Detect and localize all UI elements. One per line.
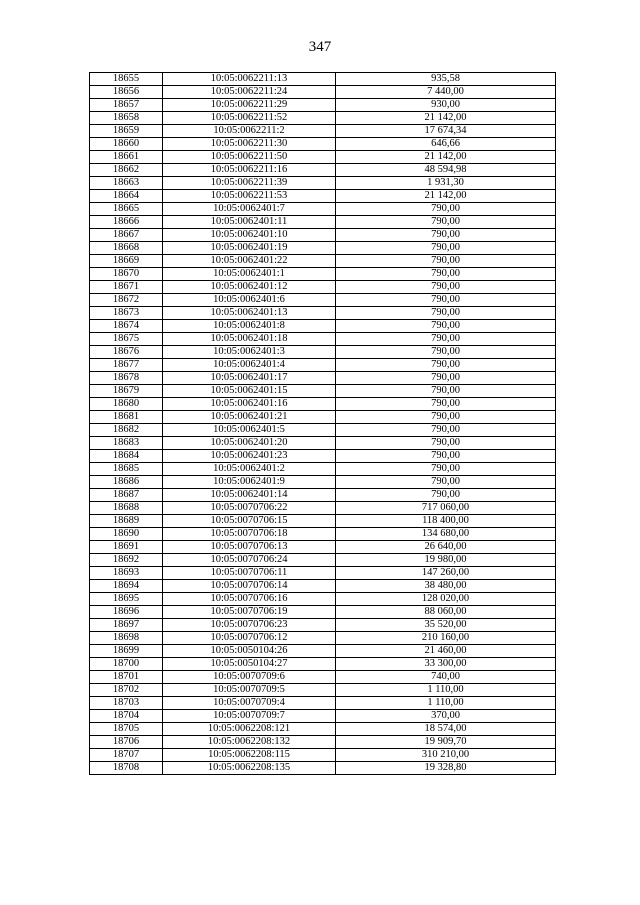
row-number-cell: 18692 [90, 554, 163, 567]
row-number-cell: 18655 [90, 73, 163, 86]
row-number-cell: 18666 [90, 216, 163, 229]
row-number-cell: 18688 [90, 502, 163, 515]
table-row [90, 606, 556, 619]
table-row [90, 112, 556, 125]
cadastral-number-cell: 10:05:0062208:135 [163, 762, 336, 775]
value-cell: 790,00 [336, 359, 556, 372]
cadastral-number-cell: 10:05:0062401:16 [163, 398, 336, 411]
table-row [90, 268, 556, 281]
cadastral-number-cell: 10:05:0062211:30 [163, 138, 336, 151]
table-row [90, 151, 556, 164]
row-number-cell: 18683 [90, 437, 163, 450]
value-cell: 790,00 [336, 411, 556, 424]
value-cell: 790,00 [336, 307, 556, 320]
cadastral-number-cell: 10:05:0070706:22 [163, 502, 336, 515]
cadastral-number-cell: 10:05:0062401:15 [163, 385, 336, 398]
row-number-cell: 18702 [90, 684, 163, 697]
table-row [90, 515, 556, 528]
cadastral-number-cell: 10:05:0070706:13 [163, 541, 336, 554]
value-cell: 118 400,00 [336, 515, 556, 528]
cadastral-number-cell: 10:05:0070706:14 [163, 580, 336, 593]
table-row [90, 216, 556, 229]
value-cell: 935,58 [336, 73, 556, 86]
value-cell: 35 520,00 [336, 619, 556, 632]
cadastral-number-cell: 10:05:0050104:27 [163, 658, 336, 671]
row-number-cell: 18701 [90, 671, 163, 684]
table-row [90, 567, 556, 580]
row-number-cell: 18658 [90, 112, 163, 125]
cadastral-number-cell: 10:05:0062401:2 [163, 463, 336, 476]
cadastral-number-cell: 10:05:0062211:53 [163, 190, 336, 203]
table-row [90, 749, 556, 762]
cadastral-number-cell: 10:05:0070706:11 [163, 567, 336, 580]
cadastral-number-cell: 10:05:0070709:5 [163, 684, 336, 697]
value-cell: 790,00 [336, 450, 556, 463]
row-number-cell: 18699 [90, 645, 163, 658]
row-number-cell: 18657 [90, 99, 163, 112]
table-row [90, 632, 556, 645]
table-row [90, 372, 556, 385]
row-number-cell: 18685 [90, 463, 163, 476]
table-row [90, 138, 556, 151]
row-number-cell: 18693 [90, 567, 163, 580]
row-number-cell: 18695 [90, 593, 163, 606]
value-cell: 33 300,00 [336, 658, 556, 671]
cadastral-number-cell: 10:05:0062401:5 [163, 424, 336, 437]
value-cell: 26 640,00 [336, 541, 556, 554]
row-number-cell: 18694 [90, 580, 163, 593]
cadastral-number-cell: 10:05:0062211:16 [163, 164, 336, 177]
cadastral-number-cell: 10:05:0050104:26 [163, 645, 336, 658]
value-cell: 21 142,00 [336, 151, 556, 164]
row-number-cell: 18678 [90, 372, 163, 385]
table-row [90, 281, 556, 294]
value-cell: 21 142,00 [336, 112, 556, 125]
value-cell: 790,00 [336, 320, 556, 333]
table-row [90, 320, 556, 333]
row-number-cell: 18660 [90, 138, 163, 151]
row-number-cell: 18698 [90, 632, 163, 645]
row-number-cell: 18681 [90, 411, 163, 424]
row-number-cell: 18705 [90, 723, 163, 736]
row-number-cell: 18682 [90, 424, 163, 437]
row-number-cell: 18664 [90, 190, 163, 203]
cadastral-number-cell: 10:05:0062208:132 [163, 736, 336, 749]
row-number-cell: 18675 [90, 333, 163, 346]
value-cell: 210 160,00 [336, 632, 556, 645]
value-cell: 790,00 [336, 463, 556, 476]
table-row [90, 580, 556, 593]
cadastral-number-cell: 10:05:0070706:23 [163, 619, 336, 632]
table-row [90, 203, 556, 216]
table-row [90, 645, 556, 658]
table-row [90, 541, 556, 554]
row-number-cell: 18697 [90, 619, 163, 632]
value-cell: 19 980,00 [336, 554, 556, 567]
cadastral-number-cell: 10:05:0062401:14 [163, 489, 336, 502]
cadastral-number-cell: 10:05:0062401:10 [163, 229, 336, 242]
table-row [90, 762, 556, 775]
cadastral-number-cell: 10:05:0070709:7 [163, 710, 336, 723]
table-row [90, 619, 556, 632]
row-number-cell: 18669 [90, 255, 163, 268]
value-cell: 19 328,80 [336, 762, 556, 775]
row-number-cell: 18696 [90, 606, 163, 619]
value-cell: 790,00 [336, 346, 556, 359]
row-number-cell: 18663 [90, 177, 163, 190]
cadastral-number-cell: 10:05:0062211:52 [163, 112, 336, 125]
value-cell: 790,00 [336, 268, 556, 281]
cadastral-value-table [89, 72, 556, 775]
table-row [90, 242, 556, 255]
row-number-cell: 18691 [90, 541, 163, 554]
row-number-cell: 18665 [90, 203, 163, 216]
value-cell: 790,00 [336, 281, 556, 294]
value-cell: 1 110,00 [336, 697, 556, 710]
value-cell: 790,00 [336, 242, 556, 255]
table-row [90, 359, 556, 372]
row-number-cell: 18671 [90, 281, 163, 294]
value-cell: 790,00 [336, 398, 556, 411]
cadastral-number-cell: 10:05:0070706:15 [163, 515, 336, 528]
value-cell: 790,00 [336, 229, 556, 242]
row-number-cell: 18708 [90, 762, 163, 775]
table-row [90, 385, 556, 398]
table-row [90, 697, 556, 710]
cadastral-number-cell: 10:05:0062401:23 [163, 450, 336, 463]
row-number-cell: 18680 [90, 398, 163, 411]
row-number-cell: 18676 [90, 346, 163, 359]
table-row [90, 502, 556, 515]
row-number-cell: 18679 [90, 385, 163, 398]
cadastral-number-cell: 10:05:0062401:9 [163, 476, 336, 489]
row-number-cell: 18674 [90, 320, 163, 333]
value-cell: 17 674,34 [336, 125, 556, 138]
value-cell: 790,00 [336, 385, 556, 398]
page-number: 347 [308, 39, 332, 55]
table-row [90, 99, 556, 112]
row-number-cell: 18673 [90, 307, 163, 320]
table-row [90, 164, 556, 177]
table-row [90, 684, 556, 697]
table-row [90, 723, 556, 736]
table-body [90, 73, 556, 775]
value-cell: 88 060,00 [336, 606, 556, 619]
value-cell: 790,00 [336, 424, 556, 437]
row-number-cell: 18689 [90, 515, 163, 528]
value-cell: 790,00 [336, 437, 556, 450]
table-row [90, 476, 556, 489]
table-row [90, 424, 556, 437]
cadastral-number-cell: 10:05:0062401:11 [163, 216, 336, 229]
value-cell: 1 110,00 [336, 684, 556, 697]
row-number-cell: 18659 [90, 125, 163, 138]
table-row [90, 346, 556, 359]
table-row [90, 125, 556, 138]
cadastral-number-cell: 10:05:0070706:16 [163, 593, 336, 606]
row-number-cell: 18661 [90, 151, 163, 164]
table-row [90, 333, 556, 346]
table-row [90, 736, 556, 749]
cadastral-number-cell: 10:05:0062401:12 [163, 281, 336, 294]
table-row [90, 294, 556, 307]
value-cell: 147 260,00 [336, 567, 556, 580]
cadastral-number-cell: 10:05:0062401:20 [163, 437, 336, 450]
cadastral-number-cell: 10:05:0062211:29 [163, 99, 336, 112]
table-row [90, 528, 556, 541]
row-number-cell: 18707 [90, 749, 163, 762]
row-number-cell: 18662 [90, 164, 163, 177]
cadastral-number-cell: 10:05:0070706:18 [163, 528, 336, 541]
row-number-cell: 18670 [90, 268, 163, 281]
table-row [90, 177, 556, 190]
cadastral-number-cell: 10:05:0070706:19 [163, 606, 336, 619]
value-cell: 790,00 [336, 294, 556, 307]
row-number-cell: 18672 [90, 294, 163, 307]
cadastral-number-cell: 10:05:0062401:22 [163, 255, 336, 268]
value-cell: 790,00 [336, 333, 556, 346]
value-cell: 790,00 [336, 255, 556, 268]
value-cell: 18 574,00 [336, 723, 556, 736]
value-cell: 790,00 [336, 372, 556, 385]
value-cell: 19 909,70 [336, 736, 556, 749]
value-cell: 646,66 [336, 138, 556, 151]
cadastral-number-cell: 10:05:0062401:8 [163, 320, 336, 333]
value-cell: 134 680,00 [336, 528, 556, 541]
value-cell: 790,00 [336, 489, 556, 502]
table-row [90, 593, 556, 606]
cadastral-number-cell: 10:05:0062401:4 [163, 359, 336, 372]
table-row [90, 554, 556, 567]
table-row [90, 710, 556, 723]
value-cell: 370,00 [336, 710, 556, 723]
cadastral-number-cell: 10:05:0062211:24 [163, 86, 336, 99]
table-row [90, 73, 556, 86]
row-number-cell: 18704 [90, 710, 163, 723]
cadastral-number-cell: 10:05:0062401:17 [163, 372, 336, 385]
value-cell: 1 931,30 [336, 177, 556, 190]
value-cell: 310 210,00 [336, 749, 556, 762]
value-cell: 790,00 [336, 476, 556, 489]
table-row [90, 450, 556, 463]
value-cell: 21 142,00 [336, 190, 556, 203]
table-row [90, 658, 556, 671]
row-number-cell: 18677 [90, 359, 163, 372]
cadastral-number-cell: 10:05:0062211:13 [163, 73, 336, 86]
table-row [90, 255, 556, 268]
value-cell: 48 594,98 [336, 164, 556, 177]
row-number-cell: 18668 [90, 242, 163, 255]
table-row [90, 437, 556, 450]
row-number-cell: 18684 [90, 450, 163, 463]
value-cell: 790,00 [336, 216, 556, 229]
cadastral-number-cell: 10:05:0062401:3 [163, 346, 336, 359]
value-cell: 790,00 [336, 203, 556, 216]
cadastral-number-cell: 10:05:0062401:19 [163, 242, 336, 255]
cadastral-number-cell: 10:05:0070706:24 [163, 554, 336, 567]
cadastral-number-cell: 10:05:0062208:115 [163, 749, 336, 762]
cadastral-number-cell: 10:05:0070709:6 [163, 671, 336, 684]
row-number-cell: 18706 [90, 736, 163, 749]
row-number-cell: 18656 [90, 86, 163, 99]
value-cell: 717 060,00 [336, 502, 556, 515]
table-row [90, 190, 556, 203]
table-row [90, 307, 556, 320]
cadastral-number-cell: 10:05:0070709:4 [163, 697, 336, 710]
table-row [90, 411, 556, 424]
row-number-cell: 18687 [90, 489, 163, 502]
cadastral-number-cell: 10:05:0070706:12 [163, 632, 336, 645]
row-number-cell: 18686 [90, 476, 163, 489]
cadastral-number-cell: 10:05:0062401:6 [163, 294, 336, 307]
value-cell: 930,00 [336, 99, 556, 112]
cadastral-number-cell: 10:05:0062208:121 [163, 723, 336, 736]
row-number-cell: 18690 [90, 528, 163, 541]
table-row [90, 463, 556, 476]
cadastral-number-cell: 10:05:0062211:2 [163, 125, 336, 138]
value-cell: 7 440,00 [336, 86, 556, 99]
cadastral-number-cell: 10:05:0062401:13 [163, 307, 336, 320]
cadastral-number-cell: 10:05:0062211:39 [163, 177, 336, 190]
value-cell: 38 480,00 [336, 580, 556, 593]
cadastral-number-cell: 10:05:0062401:7 [163, 203, 336, 216]
table-row [90, 489, 556, 502]
row-number-cell: 18667 [90, 229, 163, 242]
value-cell: 740,00 [336, 671, 556, 684]
row-number-cell: 18703 [90, 697, 163, 710]
value-cell: 21 460,00 [336, 645, 556, 658]
cadastral-number-cell: 10:05:0062401:18 [163, 333, 336, 346]
cadastral-number-cell: 10:05:0062401:1 [163, 268, 336, 281]
table-row [90, 398, 556, 411]
table-row [90, 671, 556, 684]
cadastral-number-cell: 10:05:0062211:50 [163, 151, 336, 164]
table-row [90, 229, 556, 242]
value-cell: 128 020,00 [336, 593, 556, 606]
row-number-cell: 18700 [90, 658, 163, 671]
cadastral-number-cell: 10:05:0062401:21 [163, 411, 336, 424]
table-row [90, 86, 556, 99]
